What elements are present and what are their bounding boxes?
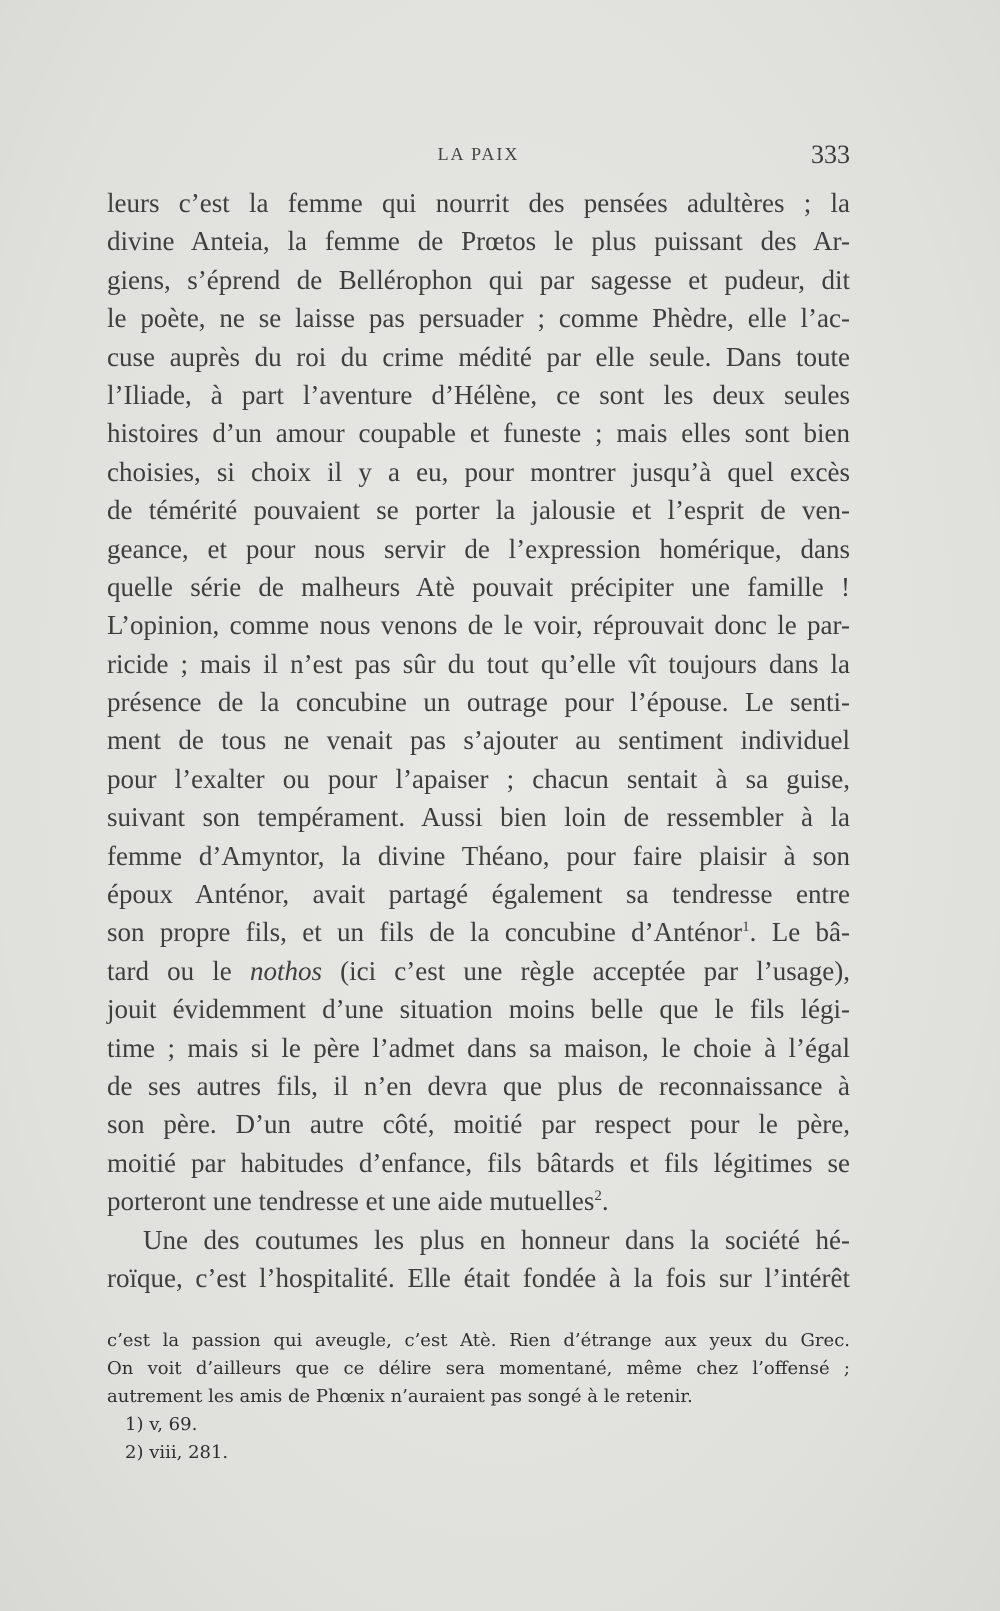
text-line: quelle série de malheurs Atè pouvait précipiter une famille ! [107, 571, 850, 602]
text-line: divine Anteia, la femme de Prœtos le plus puissant des Ar- [107, 226, 850, 257]
text-line: l’Iliade, à part l’aventure d’Hélène, ce sont les deux seules [107, 379, 850, 410]
text-line: de ses autres fils, il n’en devra que plus de reconnaissance à [107, 1070, 850, 1101]
text-line: jouit évidemment d’une situation moins belle que le fils légi- [107, 994, 850, 1025]
text-segment: tard ou le [107, 955, 232, 986]
footnotes [107, 1327, 850, 1467]
text-line: le poète, ne se laisse pas persuader ; comme Phèdre, elle l’ac- [107, 303, 850, 334]
footnote-line: c’est la passion qui aveugle, c’est Atè. Rien d’étrange aux yeux du Grec. [107, 1330, 850, 1351]
text-line: époux Anténor, avait partagé également sa tendresse entre [107, 879, 850, 910]
text-line: geance, et pour nous servir de l’expression homérique, dans [107, 533, 850, 564]
page-header [107, 140, 850, 172]
text-segment: porteront une tendresse et une aide mutuelles [107, 1186, 595, 1217]
text-line: Une des coutumes les plus en honneur dans la société hé- [143, 1224, 850, 1255]
footnote-line: autrement les amis de Phœnix n’auraient pas songé à le retenir. [107, 1386, 693, 1407]
italic-term: nothos [249, 955, 322, 986]
footnote-marker-1: 1 [742, 919, 750, 936]
running-title: LA PAIX [437, 144, 520, 164]
text-line [107, 913, 850, 951]
text-line [107, 952, 850, 990]
text-line: son père. D’un autre côté, moitié par respect pour le père, [107, 1109, 850, 1140]
text-line: cuse auprès du roi du crime médité par elle seule. Dans toute [107, 341, 850, 372]
text-segment: . Le bâ- [749, 917, 850, 948]
footnote-1: 1) v, 69. [125, 1414, 198, 1435]
text-line: ment de tous ne venait pas s’ajouter au sentiment individuel [107, 725, 850, 756]
text-segment: (ici c’est une règle acceptée par l’usage), [340, 955, 851, 986]
text-line: giens, s’éprend de Bellérophon qui par sagesse et pudeur, dit [107, 264, 850, 295]
footnote-marker-2: 2 [594, 1188, 602, 1205]
text-line: présence de la concubine un outrage pour l’épouse. Le senti- [107, 687, 850, 718]
page-number: 333 [811, 140, 850, 169]
footnote-line: On voit d’ailleurs que ce délire sera momentané, même chez l’offensé ; [107, 1358, 850, 1379]
text-line: suivant son tempérament. Aussi bien loin de ressembler à la [107, 802, 850, 833]
text-line: time ; mais si le père l’admet dans sa maison, le choie à l’égal [107, 1032, 850, 1063]
body-text [107, 184, 850, 1297]
footnote-2: 2) viii, 281. [125, 1442, 229, 1463]
text-line: roïque, c’est l’hospitalité. Elle était fondée à la fois sur l’intérêt [107, 1262, 850, 1293]
text-segment: son propre fils, et un fils de la concubine d’Anténor [107, 917, 743, 948]
text-line: pour l’exalter ou pour l’apaiser ; chacun sentait à sa guise, [107, 763, 850, 794]
text-line: L’opinion, comme nous venons de le voir, réprouvait donc le par- [107, 610, 850, 641]
text-line: femme d’Amyntor, la divine Théano, pour faire plaisir à son [107, 840, 850, 871]
text-line [107, 1182, 850, 1220]
text-line: histoires d’un amour coupable et funeste ; mais elles sont bien [107, 418, 850, 449]
text-line: moitié par habitudes d’enfance, fils bâtards et fils légitimes se [107, 1147, 850, 1178]
text-line: leurs c’est la femme qui nourrit des pensées adultères ; la [107, 188, 850, 218]
text-line: ricide ; mais il n’est pas sûr du tout qu’elle vît toujours dans la [107, 648, 850, 679]
text-line: choisies, si choix il y a eu, pour montrer jusqu’à quel excès [107, 456, 850, 487]
text-line: de témérité pouvaient se porter la jalousie et l’esprit de ven- [107, 495, 850, 526]
text-segment: . [601, 1186, 609, 1217]
